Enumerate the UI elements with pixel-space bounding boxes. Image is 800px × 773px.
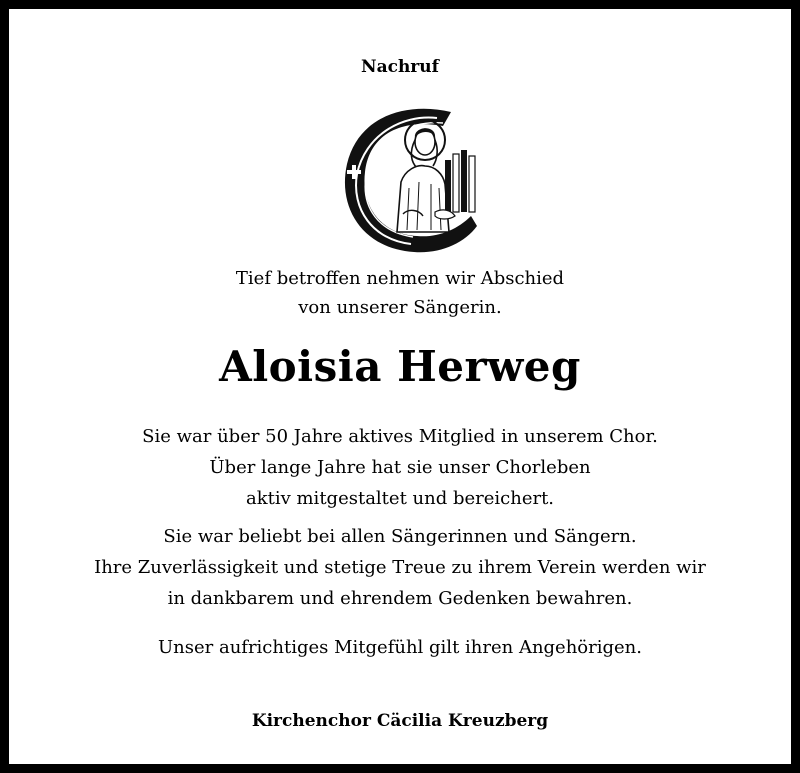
paragraph-membership bbox=[9, 421, 791, 514]
deceased-name: Aloisia Herweg bbox=[219, 342, 581, 391]
illuminated-letter-c-icon bbox=[339, 104, 481, 254]
notice-heading: Nachruf bbox=[361, 57, 439, 77]
intro-line: Tief betroffen nehmen wir Abschied bbox=[235, 268, 565, 289]
paragraph-remembrance bbox=[9, 521, 791, 614]
paragraph-condolence bbox=[9, 632, 791, 663]
intro-line: von unserer Sängerin. bbox=[298, 297, 502, 318]
text-line: Sie war über 50 Jahre aktives Mitglied in unserem Chor. bbox=[142, 426, 658, 447]
text-line: aktiv mitgestaltet und bereichert. bbox=[245, 488, 555, 509]
text-line: Unser aufrichtiges Mitgefühl gilt ihren Angehörigen. bbox=[157, 637, 642, 658]
text-line: Ihre Zuverlässigkeit und stetige Treue zu ihrem Verein werden wir bbox=[94, 557, 706, 578]
text-line: Sie war beliebt bei allen Sängerinnen und Sängern. bbox=[163, 526, 637, 547]
text-line: in dankbarem und ehrendem Gedenken bewahren. bbox=[167, 588, 633, 609]
intro-text bbox=[9, 264, 791, 322]
signature: Kirchenchor Cäcilia Kreuzberg bbox=[251, 711, 549, 731]
text-line: Über lange Jahre hat sie unser Chorleben bbox=[209, 457, 591, 478]
